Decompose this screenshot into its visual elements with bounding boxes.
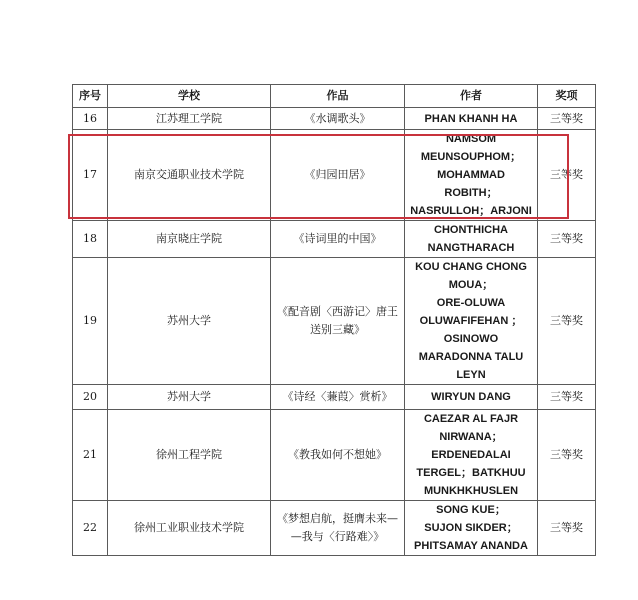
table-row [73,410,596,501]
cell-work [271,410,405,501]
cell-award: 三等奖 [538,410,596,501]
cell-no: 20 [73,385,108,410]
cell-author [405,258,538,385]
work-line: 《梦想启航，挺膺未来— [277,512,398,525]
header-award: 奖项 [538,85,596,108]
header-work: 作品 [271,85,405,108]
author-line: KOU CHANG CHONG [415,261,527,273]
cell-work [271,258,405,385]
cell-school: 苏州大学 [108,258,271,385]
author-line: PHITSAMAY ANANDA [414,540,528,552]
table-row [73,258,596,385]
cell-award: 三等奖 [538,501,596,556]
cell-school: 南京晓庄学院 [108,221,271,258]
author-line: ERDENEDALAI [431,449,511,461]
cell-no: 17 [73,130,108,221]
cell-award: 三等奖 [538,108,596,130]
work-line: —我与〈行路难〉》 [290,530,385,543]
work-line: 《诗词里的中国》 [293,232,382,245]
cell-school: 南京交通职业技术学院 [108,130,271,221]
author-line: MOUA； [448,279,494,291]
cell-award: 三等奖 [538,258,596,385]
cell-work [271,385,405,410]
cell-award: 三等奖 [538,221,596,258]
author-line: SUJON SIKDER； [424,522,518,534]
author-line: SONG KUE； [436,504,506,516]
work-line: 《教我如何不想她》 [288,448,387,461]
cell-no: 18 [73,221,108,258]
author-line: OSINOWO [443,333,499,345]
cell-author [405,130,538,221]
author-line: MUNKHKHUSLEN [423,485,519,497]
author-line: NIRWANA； [439,431,503,443]
cell-work [271,130,405,221]
author-line: ORE-OLUWA [436,297,506,309]
author-line: NAMSOM [445,133,497,145]
table-row [73,385,596,410]
table-row [73,221,596,258]
work-line: 《归园田居》 [304,168,371,181]
author-line: PHAN KHANH HA [424,112,518,125]
table-row [73,501,596,556]
cell-author [405,108,538,130]
author-line: NANGTHARACH [427,242,515,254]
author-line: ROBITH； [444,187,498,199]
author-line: MEUNSOUPHOM； [420,151,522,163]
cell-author [405,385,538,410]
cell-award: 三等奖 [538,385,596,410]
author-line: OLUWAFIFEHAN ； [419,315,523,327]
header-row [73,85,596,108]
cell-author [405,221,538,258]
work-line: 《水调歌头》 [304,111,371,125]
header-no: 序号 [73,85,108,108]
cell-school: 江苏理工学院 [108,108,271,130]
cell-work [271,221,405,258]
work-line: 《诗经〈蒹葭〉赏析》 [282,390,393,403]
cell-school: 徐州工业职业技术学院 [108,501,271,556]
work-line: 《配音剧〈西游记〉唐王 [277,305,398,318]
author-line: CHONTHICHA [434,224,508,236]
cell-work [271,108,405,130]
cell-no: 22 [73,501,108,556]
author-line: TERGEL；BATKHUU [416,467,526,479]
author-line: WIRYUN DANG [431,391,511,403]
author-line: CAEZAR AL FAJR [423,413,519,425]
author-line: MARADONNA TALU [418,351,524,363]
cell-no: 19 [73,258,108,385]
table-row [73,130,596,221]
cell-author [405,501,538,556]
author-line: NASRULLOH；ARJONI [410,205,532,217]
cell-school: 苏州大学 [108,385,271,410]
work-line: 送别三藏》 [310,323,365,336]
cell-no: 16 [73,108,108,130]
awards-table [72,84,596,556]
cell-no: 21 [73,410,108,501]
cell-award: 三等奖 [538,130,596,221]
table-row [73,108,596,130]
cell-school: 徐州工程学院 [108,410,271,501]
cell-work [271,501,405,556]
author-line: MOHAMMAD [437,169,505,181]
header-author: 作者 [405,85,538,108]
author-line: LEYN [456,369,486,381]
cell-author [405,410,538,501]
header-school: 学校 [108,85,271,108]
